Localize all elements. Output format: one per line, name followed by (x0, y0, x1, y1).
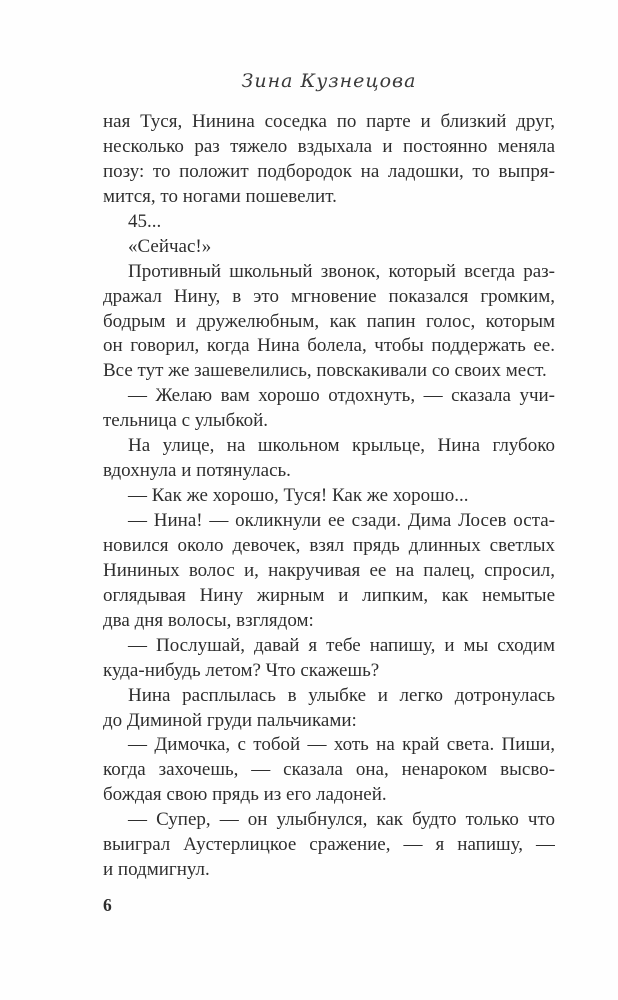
text-line: позу: то положит подбородок на ладошки, то выпря- (103, 160, 555, 182)
text-line: он говорил, когда Нина болела, чтобы поддержать ее. (103, 335, 555, 357)
paragraph (103, 634, 555, 684)
text-line: мится, то ногами пошевелит. (103, 185, 337, 207)
text-line: Нининых волос и, накручивая ее на палец, спросил, (103, 559, 555, 581)
paragraph (103, 434, 555, 484)
paragraph (103, 684, 555, 734)
text-line: — Послушай, давай я тебе напишу, и мы сходим (128, 634, 555, 656)
text-line: и подмигнул. (103, 859, 210, 881)
paragraph (103, 110, 555, 210)
text-line: когда захочешь, — сказала она, ненароком высво- (103, 759, 555, 781)
text-line: бождая свою прядь из его ладоней. (103, 784, 387, 806)
page-body-text (103, 110, 555, 883)
text-line: несколько раз тяжело вздыхала и постоянно меняла (103, 135, 555, 157)
text-line: — Димочка, с тобой — хоть на край света. Пиши, (128, 734, 555, 756)
text-line: дражал Нину, в это мгновение показался громким, (103, 285, 555, 307)
text-line: «Сейчас!» (128, 235, 212, 257)
text-line: куда-нибудь летом? Что скажешь? (103, 659, 380, 681)
text-line: Все тут же зашевелились, повскакивали со своих мест. (103, 360, 547, 382)
text-line: — Супер, — он улыбнулся, как будто только что (128, 809, 555, 831)
paragraph (103, 210, 555, 235)
text-line: Нина расплылась в улыбке и легко дотронулась (128, 684, 555, 706)
text-line: На улице, на школьном крыльце, Нина глубоко (128, 435, 555, 457)
text-line: вдохнула и потянулась. (103, 460, 291, 482)
text-line: 45... (128, 210, 162, 232)
text-line: оглядывая Нину жирным и липким, как немытые (103, 584, 555, 606)
text-line: — Желаю вам хорошо отдохнуть, — сказала учи- (128, 385, 555, 407)
paragraph (103, 808, 555, 883)
page-number: 6 (103, 895, 112, 915)
text-line: — Как же хорошо, Туся! Как же хорошо... (128, 485, 469, 507)
text-line: тельница с улыбкой. (103, 410, 269, 432)
paragraph (103, 484, 555, 509)
text-line: ная Туся, Нинина соседка по парте и близкий друг, (103, 111, 555, 132)
text-line: Противный школьный звонок, который всегда раз- (128, 260, 555, 282)
paragraph (103, 235, 555, 260)
paragraph (103, 260, 555, 385)
text-line: два дня волосы, взглядом: (103, 609, 314, 631)
text-line: до Диминой груди пальчиками: (103, 709, 357, 731)
text-line: выиграл Аустерлицкое сражение, — я напишу, — (103, 834, 555, 856)
running-head-author: Зина Кузнецова (241, 70, 417, 92)
paragraph (103, 384, 555, 434)
paragraph (103, 509, 555, 634)
text-line: новился около девочек, взял прядь длинных светлых (103, 534, 555, 556)
text-line: — Нина! — окликнули ее сзади. Дима Лосев оста- (128, 510, 555, 531)
text-line: бодрым и дружелюбным, как папин голос, которым (103, 310, 555, 332)
paragraph (103, 733, 555, 808)
